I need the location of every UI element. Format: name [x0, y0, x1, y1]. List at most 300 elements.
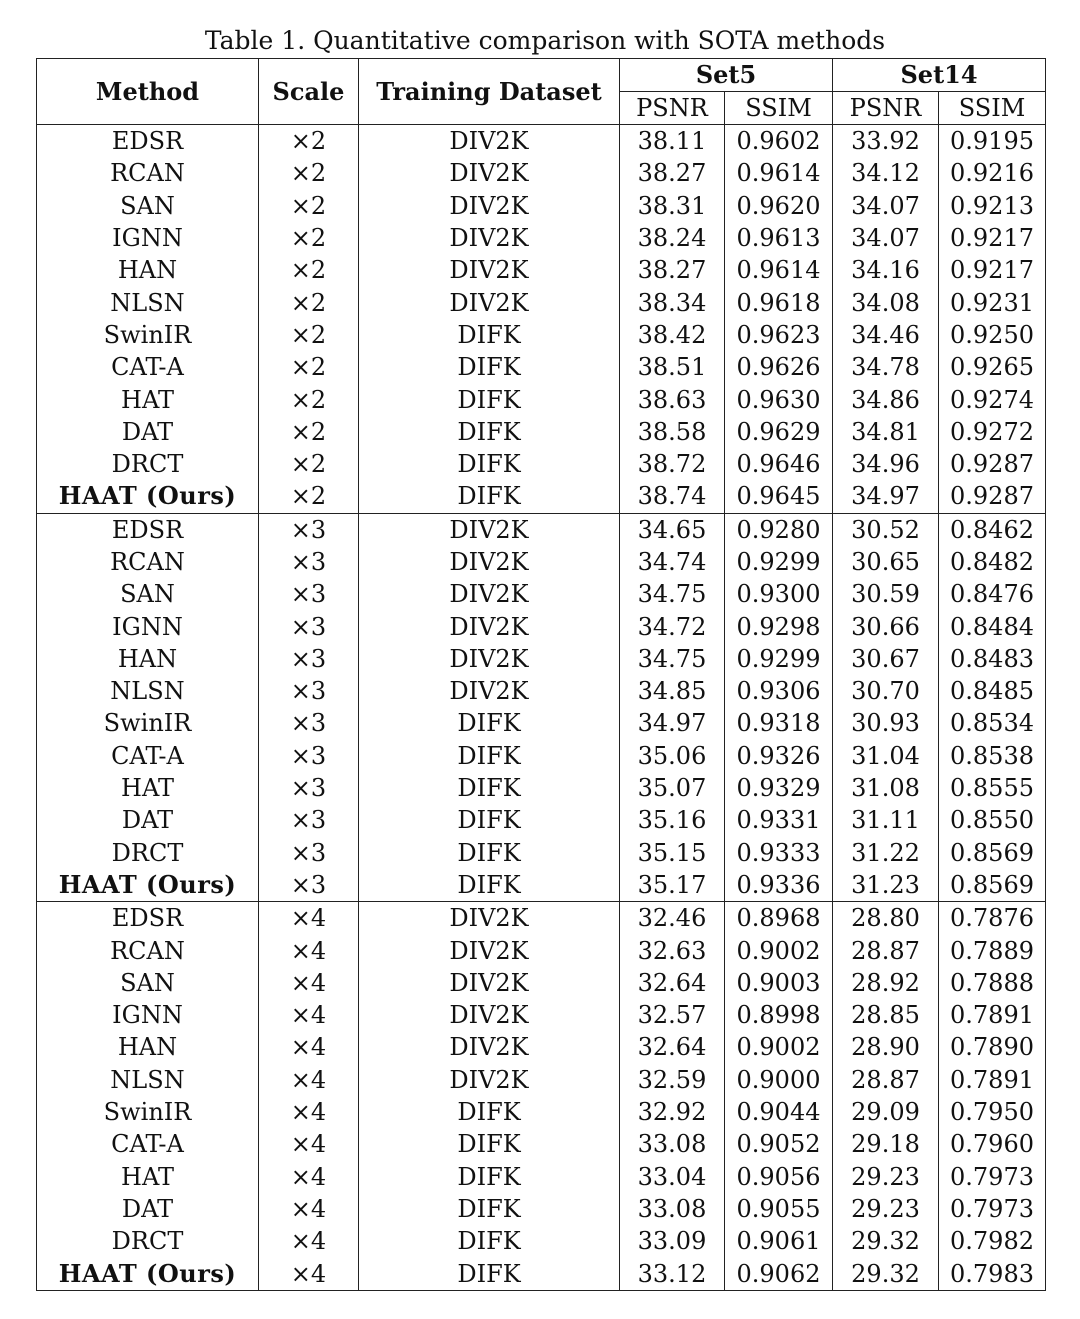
cell-set5-psnr: 34.65 — [620, 513, 725, 546]
cell-training-dataset: DIV2K — [359, 254, 620, 286]
cell-set14-ssim: 0.8484 — [939, 610, 1046, 642]
cell-set14-psnr: 30.59 — [833, 578, 939, 610]
cell-set5-psnr: 32.64 — [620, 1031, 725, 1063]
cell-training-dataset: DIV2K — [359, 902, 620, 935]
cell-set14-ssim: 0.7973 — [939, 1193, 1046, 1225]
cell-set14-psnr: 34.78 — [833, 351, 939, 383]
cell-set5-psnr: 35.07 — [620, 772, 725, 804]
cell-set14-psnr: 33.92 — [833, 125, 939, 158]
cell-set5-ssim: 0.9333 — [725, 837, 833, 869]
cell-set5-psnr: 34.72 — [620, 610, 725, 642]
cell-training-dataset: DIV2K — [359, 643, 620, 675]
cell-set14-psnr: 31.04 — [833, 740, 939, 772]
cell-set14-psnr: 30.66 — [833, 610, 939, 642]
cell-set14-ssim: 0.9216 — [939, 157, 1046, 189]
table-row — [37, 837, 1046, 869]
cell-set14-ssim: 0.9250 — [939, 319, 1046, 351]
cell-set14-psnr: 29.09 — [833, 1096, 939, 1128]
cell-scale: ×2 — [259, 319, 359, 351]
table-row — [37, 286, 1046, 318]
cell-method: DRCT — [37, 837, 259, 869]
cell-training-dataset: DIFK — [359, 351, 620, 383]
cell-set5-psnr: 34.97 — [620, 707, 725, 739]
cell-method: HAN — [37, 254, 259, 286]
cell-set14-psnr: 30.93 — [833, 707, 939, 739]
cell-scale: ×3 — [259, 837, 359, 869]
cell-training-dataset: DIV2K — [359, 578, 620, 610]
table-row — [37, 1161, 1046, 1193]
cell-training-dataset: DIV2K — [359, 967, 620, 999]
cell-set14-ssim: 0.8462 — [939, 513, 1046, 546]
cell-method: NLSN — [37, 1064, 259, 1096]
cell-scale: ×3 — [259, 643, 359, 675]
cell-scale: ×4 — [259, 1161, 359, 1193]
cell-set5-psnr: 38.72 — [620, 448, 725, 480]
table-row — [37, 675, 1046, 707]
cell-set5-psnr: 38.11 — [620, 125, 725, 158]
cell-set14-ssim: 0.8538 — [939, 740, 1046, 772]
cell-method: RCAN — [37, 157, 259, 189]
cell-set5-ssim: 0.9618 — [725, 286, 833, 318]
table-row — [37, 1193, 1046, 1225]
cell-set14-psnr: 31.22 — [833, 837, 939, 869]
cell-training-dataset: DIFK — [359, 480, 620, 513]
cell-training-dataset: DIFK — [359, 707, 620, 739]
table-row — [37, 1096, 1046, 1128]
cell-scale: ×3 — [259, 869, 359, 902]
cell-set5-ssim: 0.8998 — [725, 999, 833, 1031]
cell-set5-ssim: 0.8968 — [725, 902, 833, 935]
cell-scale: ×4 — [259, 934, 359, 966]
cell-scale: ×2 — [259, 254, 359, 286]
header-set14: Set14 — [833, 59, 1046, 92]
cell-set14-psnr: 34.86 — [833, 383, 939, 415]
cell-set5-psnr: 32.46 — [620, 902, 725, 935]
cell-scale: ×2 — [259, 416, 359, 448]
cell-set14-psnr: 30.70 — [833, 675, 939, 707]
cell-training-dataset: DIFK — [359, 1128, 620, 1160]
cell-set5-psnr: 32.57 — [620, 999, 725, 1031]
cell-set14-ssim: 0.9287 — [939, 480, 1046, 513]
cell-method: DAT — [37, 416, 259, 448]
cell-set5-ssim: 0.9299 — [725, 643, 833, 675]
cell-set14-psnr: 34.12 — [833, 157, 939, 189]
cell-method: IGNN — [37, 999, 259, 1031]
cell-set5-psnr: 32.63 — [620, 934, 725, 966]
cell-method: EDSR — [37, 125, 259, 158]
cell-set5-psnr: 33.12 — [620, 1257, 725, 1290]
cell-training-dataset: DIV2K — [359, 125, 620, 158]
cell-scale: ×2 — [259, 286, 359, 318]
table-row — [37, 319, 1046, 351]
table-row — [37, 222, 1046, 254]
table-row — [37, 999, 1046, 1031]
table-row — [37, 190, 1046, 222]
cell-set14-psnr: 28.85 — [833, 999, 939, 1031]
cell-set5-psnr: 32.64 — [620, 967, 725, 999]
cell-training-dataset: DIFK — [359, 837, 620, 869]
cell-training-dataset: DIV2K — [359, 610, 620, 642]
cell-set5-ssim: 0.9280 — [725, 513, 833, 546]
cell-set5-psnr: 35.16 — [620, 804, 725, 836]
cell-training-dataset: DIV2K — [359, 675, 620, 707]
cell-scale: ×4 — [259, 1257, 359, 1290]
cell-method: CAT-A — [37, 740, 259, 772]
cell-set14-ssim: 0.9231 — [939, 286, 1046, 318]
cell-set14-ssim: 0.8550 — [939, 804, 1046, 836]
cell-set5-ssim: 0.9326 — [725, 740, 833, 772]
cell-set5-ssim: 0.9626 — [725, 351, 833, 383]
cell-set14-psnr: 34.07 — [833, 222, 939, 254]
cell-method: SwinIR — [37, 319, 259, 351]
cell-method: SAN — [37, 190, 259, 222]
cell-set5-psnr: 34.74 — [620, 546, 725, 578]
cell-set14-psnr: 28.80 — [833, 902, 939, 935]
cell-method: HAAT (Ours) — [37, 1257, 259, 1290]
cell-set14-ssim: 0.8485 — [939, 675, 1046, 707]
cell-set5-ssim: 0.9336 — [725, 869, 833, 902]
cell-set14-ssim: 0.7891 — [939, 1064, 1046, 1096]
cell-training-dataset: DIFK — [359, 1225, 620, 1257]
table-row — [37, 383, 1046, 415]
cell-set14-ssim: 0.7950 — [939, 1096, 1046, 1128]
cell-set14-psnr: 29.18 — [833, 1128, 939, 1160]
cell-set14-ssim: 0.7982 — [939, 1225, 1046, 1257]
cell-set5-ssim: 0.9318 — [725, 707, 833, 739]
cell-set14-psnr: 29.23 — [833, 1161, 939, 1193]
cell-training-dataset: DIFK — [359, 448, 620, 480]
table-row — [37, 157, 1046, 189]
cell-training-dataset: DIV2K — [359, 513, 620, 546]
cell-set5-ssim: 0.9299 — [725, 546, 833, 578]
cell-set5-psnr: 38.63 — [620, 383, 725, 415]
cell-set14-ssim: 0.9217 — [939, 254, 1046, 286]
cell-set14-ssim: 0.8569 — [939, 869, 1046, 902]
cell-set5-ssim: 0.9061 — [725, 1225, 833, 1257]
cell-set14-ssim: 0.9265 — [939, 351, 1046, 383]
cell-set14-psnr: 31.08 — [833, 772, 939, 804]
table-row — [37, 546, 1046, 578]
cell-set14-ssim: 0.8483 — [939, 643, 1046, 675]
table-row — [37, 513, 1046, 546]
cell-set5-ssim: 0.9630 — [725, 383, 833, 415]
table-row — [37, 1031, 1046, 1063]
cell-method: SwinIR — [37, 1096, 259, 1128]
cell-training-dataset: DIFK — [359, 383, 620, 415]
cell-set14-ssim: 0.9272 — [939, 416, 1046, 448]
table-row — [37, 578, 1046, 610]
cell-method: CAT-A — [37, 1128, 259, 1160]
cell-set14-psnr: 31.23 — [833, 869, 939, 902]
cell-method: SAN — [37, 578, 259, 610]
cell-set5-psnr: 38.58 — [620, 416, 725, 448]
cell-method: DAT — [37, 804, 259, 836]
cell-method: IGNN — [37, 610, 259, 642]
cell-set5-ssim: 0.9331 — [725, 804, 833, 836]
cell-set5-psnr: 34.85 — [620, 675, 725, 707]
cell-set14-psnr: 29.32 — [833, 1257, 939, 1290]
cell-set14-psnr: 31.11 — [833, 804, 939, 836]
cell-scale: ×3 — [259, 546, 359, 578]
cell-set14-ssim: 0.8534 — [939, 707, 1046, 739]
cell-set5-psnr: 33.08 — [620, 1128, 725, 1160]
cell-training-dataset: DIFK — [359, 804, 620, 836]
cell-set5-psnr: 34.75 — [620, 578, 725, 610]
table-row — [37, 351, 1046, 383]
cell-set14-ssim: 0.8569 — [939, 837, 1046, 869]
cell-set5-psnr: 34.75 — [620, 643, 725, 675]
table-row — [37, 1128, 1046, 1160]
cell-training-dataset: DIV2K — [359, 999, 620, 1031]
cell-set5-psnr: 38.42 — [620, 319, 725, 351]
table-row — [37, 772, 1046, 804]
cell-set14-ssim: 0.7889 — [939, 934, 1046, 966]
cell-training-dataset: DIV2K — [359, 546, 620, 578]
cell-scale: ×4 — [259, 1225, 359, 1257]
cell-set14-psnr: 30.67 — [833, 643, 939, 675]
cell-method: HAT — [37, 383, 259, 415]
table-header — [37, 59, 1046, 125]
cell-set5-psnr: 38.27 — [620, 157, 725, 189]
cell-set14-psnr: 30.65 — [833, 546, 939, 578]
cell-training-dataset: DIV2K — [359, 286, 620, 318]
cell-training-dataset: DIFK — [359, 740, 620, 772]
cell-method: CAT-A — [37, 351, 259, 383]
cell-set5-psnr: 38.24 — [620, 222, 725, 254]
cell-training-dataset: DIV2K — [359, 222, 620, 254]
cell-method: DAT — [37, 1193, 259, 1225]
cell-training-dataset: DIFK — [359, 1257, 620, 1290]
cell-set5-psnr: 38.34 — [620, 286, 725, 318]
header-set5-ssim: SSIM — [725, 92, 833, 125]
scale-group-x4 — [37, 902, 1046, 1291]
header-training-dataset: Training Dataset — [359, 59, 620, 125]
cell-scale: ×3 — [259, 804, 359, 836]
cell-method: HAT — [37, 1161, 259, 1193]
cell-set5-psnr: 33.09 — [620, 1225, 725, 1257]
header-set5-psnr: PSNR — [620, 92, 725, 125]
cell-scale: ×4 — [259, 1193, 359, 1225]
cell-set5-ssim: 0.9613 — [725, 222, 833, 254]
cell-set5-psnr: 33.08 — [620, 1193, 725, 1225]
cell-set5-ssim: 0.9044 — [725, 1096, 833, 1128]
cell-set14-psnr: 34.97 — [833, 480, 939, 513]
cell-method: HAAT (Ours) — [37, 480, 259, 513]
table-row — [37, 740, 1046, 772]
cell-method: RCAN — [37, 934, 259, 966]
cell-set5-psnr: 38.31 — [620, 190, 725, 222]
cell-method: NLSN — [37, 286, 259, 318]
cell-set5-psnr: 32.92 — [620, 1096, 725, 1128]
cell-training-dataset: DIFK — [359, 319, 620, 351]
table-row — [37, 869, 1046, 902]
table-row — [37, 125, 1046, 158]
cell-set14-psnr: 34.08 — [833, 286, 939, 318]
header-set5: Set5 — [620, 59, 833, 92]
cell-training-dataset: DIFK — [359, 772, 620, 804]
cell-set14-ssim: 0.9213 — [939, 190, 1046, 222]
cell-method: HAN — [37, 1031, 259, 1063]
cell-set14-ssim: 0.8555 — [939, 772, 1046, 804]
cell-scale: ×4 — [259, 1096, 359, 1128]
table-caption: Table 1. Quantitative comparison with SOTA methods — [204, 26, 886, 55]
cell-scale: ×3 — [259, 610, 359, 642]
cell-set5-ssim: 0.9602 — [725, 125, 833, 158]
cell-set14-ssim: 0.7891 — [939, 999, 1046, 1031]
cell-training-dataset: DIFK — [359, 1161, 620, 1193]
cell-scale: ×4 — [259, 999, 359, 1031]
cell-method: HAN — [37, 643, 259, 675]
table-row — [37, 1225, 1046, 1257]
cell-set5-psnr: 38.27 — [620, 254, 725, 286]
cell-set14-psnr: 28.90 — [833, 1031, 939, 1063]
cell-scale: ×4 — [259, 1031, 359, 1063]
cell-set14-ssim: 0.8476 — [939, 578, 1046, 610]
table-row — [37, 934, 1046, 966]
cell-method: NLSN — [37, 675, 259, 707]
cell-method: SwinIR — [37, 707, 259, 739]
cell-set14-ssim: 0.9217 — [939, 222, 1046, 254]
cell-training-dataset: DIV2K — [359, 157, 620, 189]
cell-set14-ssim: 0.9287 — [939, 448, 1046, 480]
cell-scale: ×4 — [259, 1128, 359, 1160]
cell-scale: ×2 — [259, 480, 359, 513]
cell-scale: ×2 — [259, 125, 359, 158]
cell-set14-ssim: 0.8482 — [939, 546, 1046, 578]
cell-set5-psnr: 38.74 — [620, 480, 725, 513]
cell-method: IGNN — [37, 222, 259, 254]
cell-set14-ssim: 0.7960 — [939, 1128, 1046, 1160]
cell-scale: ×4 — [259, 902, 359, 935]
table-row — [37, 416, 1046, 448]
table-row — [37, 1064, 1046, 1096]
cell-set5-ssim: 0.9645 — [725, 480, 833, 513]
scale-group-x2 — [37, 125, 1046, 514]
cell-set5-ssim: 0.9646 — [725, 448, 833, 480]
cell-set14-psnr: 34.46 — [833, 319, 939, 351]
cell-set5-ssim: 0.9002 — [725, 1031, 833, 1063]
cell-training-dataset: DIV2K — [359, 934, 620, 966]
cell-set5-ssim: 0.9056 — [725, 1161, 833, 1193]
cell-scale: ×2 — [259, 157, 359, 189]
cell-method: RCAN — [37, 546, 259, 578]
cell-set5-psnr: 35.06 — [620, 740, 725, 772]
cell-set14-psnr: 28.87 — [833, 934, 939, 966]
cell-set14-psnr: 29.32 — [833, 1225, 939, 1257]
scale-group-x3 — [37, 513, 1046, 902]
cell-scale: ×4 — [259, 1064, 359, 1096]
cell-method: HAT — [37, 772, 259, 804]
cell-training-dataset: DIV2K — [359, 190, 620, 222]
cell-scale: ×3 — [259, 578, 359, 610]
cell-scale: ×2 — [259, 351, 359, 383]
cell-set5-psnr: 33.04 — [620, 1161, 725, 1193]
cell-training-dataset: DIFK — [359, 1193, 620, 1225]
cell-method: DRCT — [37, 448, 259, 480]
cell-set14-psnr: 34.96 — [833, 448, 939, 480]
cell-scale: ×2 — [259, 190, 359, 222]
cell-set5-ssim: 0.9002 — [725, 934, 833, 966]
header-scale: Scale — [259, 59, 359, 125]
cell-set5-ssim: 0.9306 — [725, 675, 833, 707]
table-row — [37, 448, 1046, 480]
cell-set5-ssim: 0.9052 — [725, 1128, 833, 1160]
cell-set14-psnr: 30.52 — [833, 513, 939, 546]
cell-set5-ssim: 0.9298 — [725, 610, 833, 642]
cell-set14-ssim: 0.7890 — [939, 1031, 1046, 1063]
cell-scale: ×3 — [259, 772, 359, 804]
cell-training-dataset: DIV2K — [359, 1031, 620, 1063]
header-set14-ssim: SSIM — [939, 92, 1046, 125]
cell-set14-ssim: 0.7888 — [939, 967, 1046, 999]
table-row — [37, 480, 1046, 513]
table-row — [37, 804, 1046, 836]
table-row — [37, 643, 1046, 675]
cell-set14-psnr: 34.16 — [833, 254, 939, 286]
cell-scale: ×3 — [259, 707, 359, 739]
cell-method: DRCT — [37, 1225, 259, 1257]
table-row — [37, 254, 1046, 286]
header-method: Method — [37, 59, 259, 125]
cell-set14-ssim: 0.7876 — [939, 902, 1046, 935]
cell-set5-ssim: 0.9614 — [725, 157, 833, 189]
cell-set14-psnr: 34.81 — [833, 416, 939, 448]
cell-set5-ssim: 0.9062 — [725, 1257, 833, 1290]
cell-method: SAN — [37, 967, 259, 999]
cell-set14-psnr: 29.23 — [833, 1193, 939, 1225]
cell-set5-ssim: 0.9055 — [725, 1193, 833, 1225]
cell-set14-ssim: 0.9195 — [939, 125, 1046, 158]
cell-set5-ssim: 0.9623 — [725, 319, 833, 351]
table-row — [37, 1257, 1046, 1290]
cell-scale: ×4 — [259, 967, 359, 999]
cell-training-dataset: DIFK — [359, 869, 620, 902]
cell-scale: ×2 — [259, 448, 359, 480]
cell-method: HAAT (Ours) — [37, 869, 259, 902]
cell-set5-ssim: 0.9003 — [725, 967, 833, 999]
cell-set5-psnr: 32.59 — [620, 1064, 725, 1096]
cell-set5-ssim: 0.9329 — [725, 772, 833, 804]
cell-set14-ssim: 0.9274 — [939, 383, 1046, 415]
table-row — [37, 967, 1046, 999]
cell-set14-psnr: 28.87 — [833, 1064, 939, 1096]
cell-set5-psnr: 38.51 — [620, 351, 725, 383]
cell-set5-ssim: 0.9300 — [725, 578, 833, 610]
cell-set5-ssim: 0.9000 — [725, 1064, 833, 1096]
cell-set14-ssim: 0.7973 — [939, 1161, 1046, 1193]
cell-training-dataset: DIV2K — [359, 1064, 620, 1096]
cell-set14-psnr: 34.07 — [833, 190, 939, 222]
cell-scale: ×3 — [259, 740, 359, 772]
cell-scale: ×3 — [259, 513, 359, 546]
results-table — [36, 58, 1046, 1291]
table-row — [37, 707, 1046, 739]
cell-method: EDSR — [37, 513, 259, 546]
cell-scale: ×2 — [259, 222, 359, 254]
cell-set5-ssim: 0.9620 — [725, 190, 833, 222]
cell-set14-psnr: 28.92 — [833, 967, 939, 999]
table-row — [37, 610, 1046, 642]
cell-set14-ssim: 0.7983 — [939, 1257, 1046, 1290]
cell-method: EDSR — [37, 902, 259, 935]
cell-scale: ×2 — [259, 383, 359, 415]
header-set14-psnr: PSNR — [833, 92, 939, 125]
cell-set5-ssim: 0.9629 — [725, 416, 833, 448]
table-row — [37, 902, 1046, 935]
cell-set5-psnr: 35.17 — [620, 869, 725, 902]
cell-set5-ssim: 0.9614 — [725, 254, 833, 286]
cell-set5-psnr: 35.15 — [620, 837, 725, 869]
